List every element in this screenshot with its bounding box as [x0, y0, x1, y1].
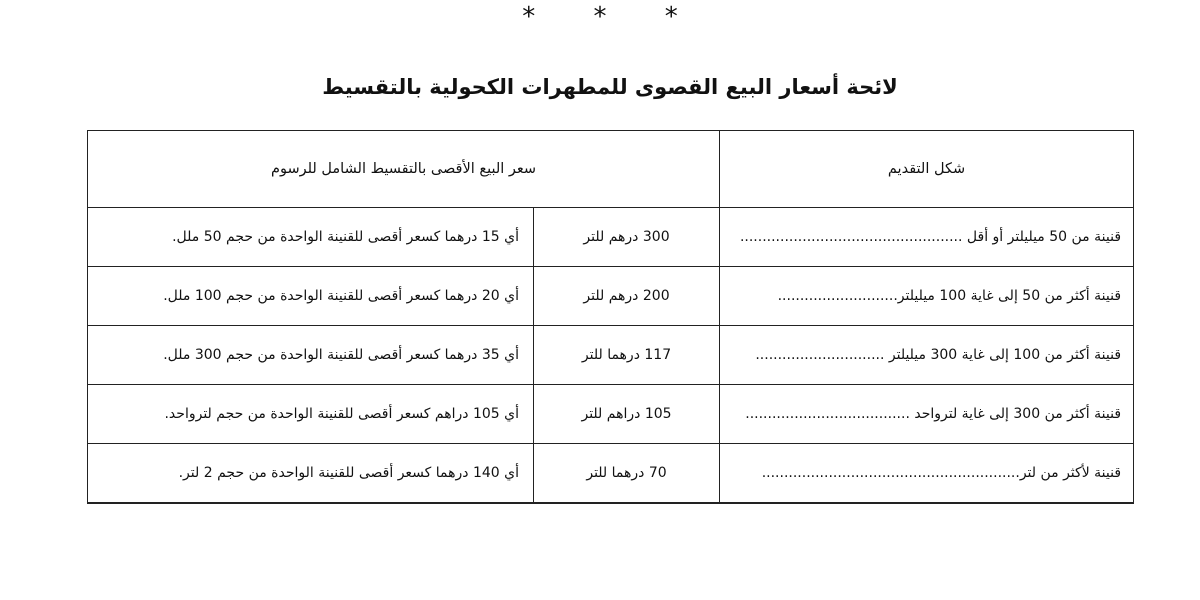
table-row: [88, 208, 1134, 267]
cell-price-per-bottle: أي 35 درهما كسعر أقصى للقنينة الواحدة من حجم 300 ملل.: [88, 326, 534, 385]
cell-price-per-bottle: أي 140 درهما كسعر أقصى للقنينة الواحدة من حجم 2 لتر.: [88, 444, 534, 504]
cell-shape: قنينة من 50 ميليلتر أو أقل ..................................................: [720, 208, 1134, 267]
asterisk: *: [593, 2, 607, 32]
header-price: سعر البيع الأقصى بالتقسيط الشامل للرسوم: [88, 131, 720, 208]
table-row: [88, 444, 1134, 504]
decorative-asterisks: [0, 2, 1200, 32]
table-row: [88, 326, 1134, 385]
cell-shape: قنينة لأكثر من لتر..........................................................: [720, 444, 1134, 504]
table-row: [88, 385, 1134, 444]
cell-price-per-liter: 105 دراهم للتر: [534, 385, 720, 444]
cell-price-per-bottle: أي 15 درهما كسعر أقصى للقنينة الواحدة من حجم 50 ملل.: [88, 208, 534, 267]
price-table: [87, 130, 1134, 504]
cell-price-per-liter: 70 درهما للتر: [534, 444, 720, 504]
cell-shape: قنينة أكثر من 300 إلى غاية لترواحد .....................................: [720, 385, 1134, 444]
table-row: [88, 267, 1134, 326]
header-shape: شكل التقديم: [720, 131, 1134, 208]
page-title: لائحة أسعار البيع القصوى للمطهرات الكحولية بالتقسيط: [322, 75, 898, 99]
cell-price-per-liter: 117 درهما للتر: [534, 326, 720, 385]
table-header-row: [88, 131, 1134, 208]
asterisk: *: [522, 2, 536, 32]
cell-shape: قنينة أكثر من 50 إلى غاية 100 ميليلتر...........................: [720, 267, 1134, 326]
cell-price-per-bottle: أي 105 دراهم كسعر أقصى للقنينة الواحدة من حجم لترواحد.: [88, 385, 534, 444]
cell-price-per-liter: 300 درهم للتر: [534, 208, 720, 267]
cell-price-per-liter: 200 درهم للتر: [534, 267, 720, 326]
cell-shape: قنينة أكثر من 100 إلى غاية 300 ميليلتر .............................: [720, 326, 1134, 385]
asterisk: *: [664, 2, 678, 32]
cell-price-per-bottle: أي 20 درهما كسعر أقصى للقنينة الواحدة من حجم 100 ملل.: [88, 267, 534, 326]
